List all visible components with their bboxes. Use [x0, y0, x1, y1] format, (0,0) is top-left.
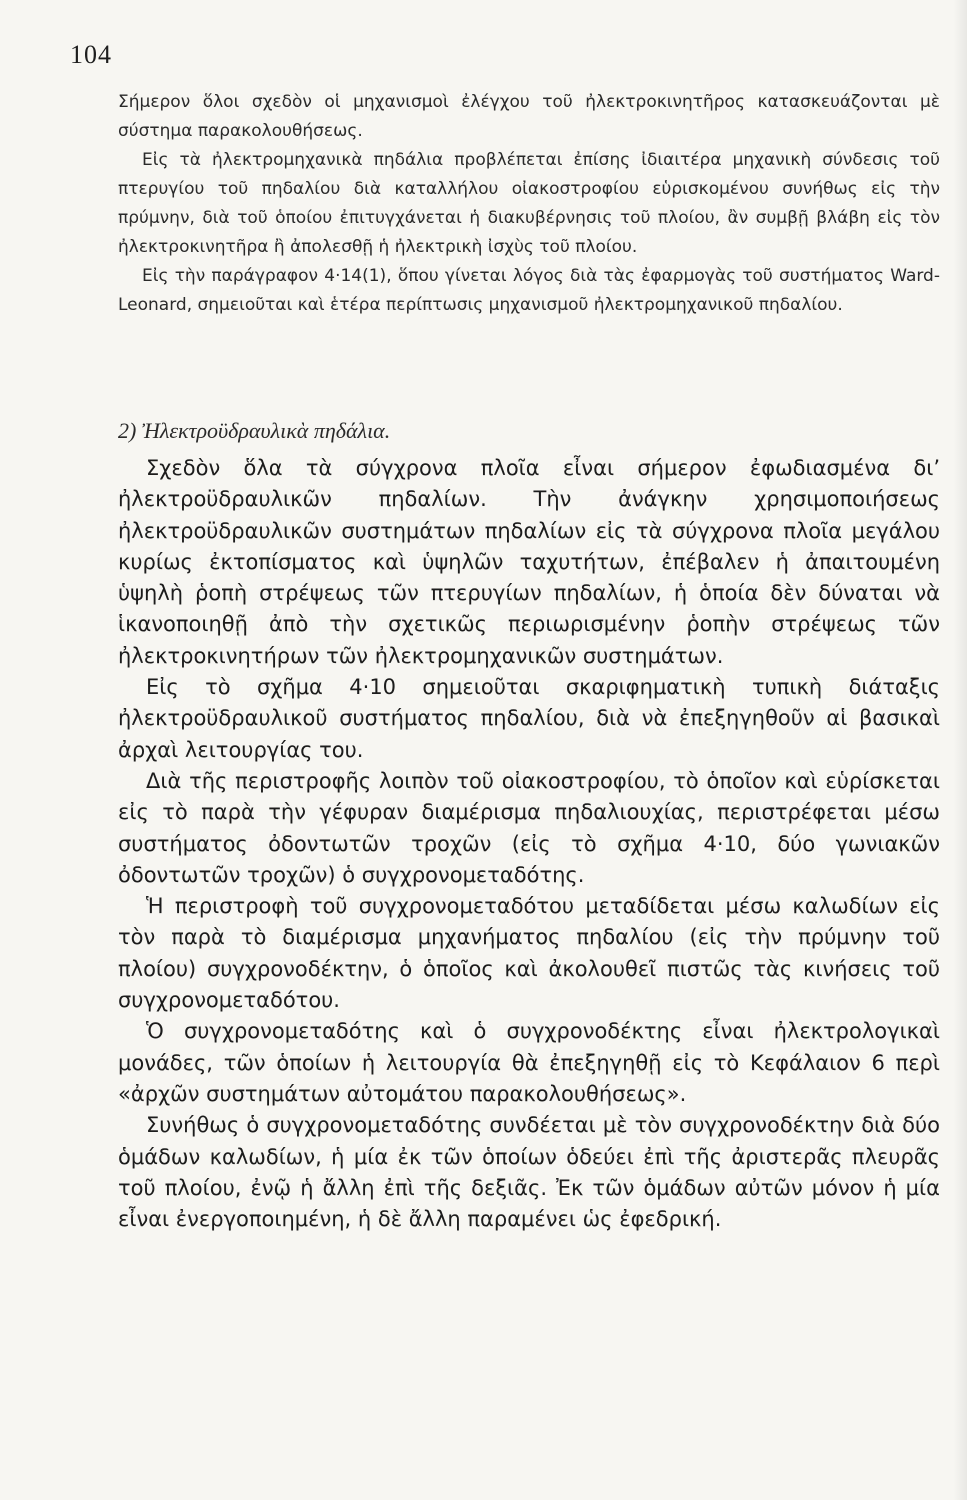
small-paragraph-1: Σήμερον ὅλοι σχεδὸν οἱ μηχανισμοὶ ἐλέγχου τοῦ ἠλεκτροκινητῆρος κατασκευάζονται μὲ σύστημα παρακολουθήσεως. [118, 92, 940, 141]
main-paragraph-3: Διὰ τῆς περιστροφῆς λοιπὸν τοῦ οἰακοστροφίου, τὸ ὁποῖον καὶ εὑρίσκεται εἰς τὸ παρὰ τὴν γέφυραν διαμέρισμα πηδαλιουχίας, περιστρέφεται μέσω συστήματος ὀδοντωτῶν τροχῶν (εἰς τὸ σχῆμα 4·10, δύο γωνιακῶν ὀδοντωτῶν τροχῶν) ὁ συγχρονομεταδότης. [118, 768, 940, 887]
main-paragraph-1: Σχεδὸν ὅλα τὰ σύγχρονα πλοῖα εἶναι σήμερον ἐφωδιασμένα δι’ ἠλεκτροϋδραυλικῶν πηδαλίων. Τὴν ἀνάγκην χρησιμοποιήσεως ἠλεκτροϋδραυλικῶν συστημάτων πηδαλίων εἰς τὰ σύγχρονα πλοῖα μεγάλου κυρίως ἐκτοπίσματος καὶ ὑψηλῶν ταχυτήτων, ἐπέβαλεν ἡ ἀπαιτουμένη ὑψηλὴ ῥοπὴ στρέψεως τῶν πτερυγίων πηδαλίων, ἡ ὁποία δὲν δύναται νὰ ἱκανοποιηθῇ ἀπὸ τὴν σχετικῶς περιωρισμένην ῥοπὴν στρέψεως τῶν ἠλεκτροκινητήρων τῶν ἠλεκτρομηχανικῶν συστημάτων. [118, 456, 940, 668]
small-paragraph-2: Εἰς τὰ ἠλεκτρομηχανικὰ πηδάλια προβλέπεται ἐπίσης ἰδιαιτέρα μηχανικὴ σύνδεσις τοῦ πτερυγίου τοῦ πηδαλίου διὰ καταλλήλου οἰακοστροφίου εὑρισκομένου συνήθως εἰς τὴν πρύμνην, διὰ τοῦ ὁποίου ἐπιτυγχάνεται ἡ διακυβέρνησις τοῦ πλοίου, ἂν συμβῇ βλάβη εἰς τὸν ἠλεκτροκινητῆρα ἢ ἀπολεσθῇ ἡ ἠλεκτρικὴ ἰσχὺς τοῦ πλοίου. [118, 150, 940, 257]
section-heading: 2) Ἠλεκτροϋδραυλικὰ πηδάλια. [118, 418, 391, 443]
page-edge-shadow [953, 0, 967, 1500]
small-paragraph-3: Εἰς τὴν παράγραφον 4·14(1), ὅπου γίνεται λόγος διὰ τὰς ἐφαρμογὰς τοῦ συστήματος Ward-Leonard, σημειοῦται καὶ ἑτέρα περίπτωσις μηχανισμοῦ ἠλεκτρομηχανικοῦ πηδαλίου. [118, 266, 940, 315]
page-number: 104 [70, 40, 112, 69]
small-print-section [118, 88, 940, 320]
main-text-section [118, 453, 940, 1235]
main-paragraph-5: Ὁ συγχρονομεταδότης καὶ ὁ συγχρονοδέκτης εἶναι ἠλεκτρολογικαὶ μονάδες, τῶν ὁποίων ἡ λειτουργία θὰ ἐπεξηγηθῇ εἰς τὸ Κεφάλαιον 6 περὶ «ἀρχῶν συστημάτων αὐτομάτου παρακολουθήσεως». [118, 1019, 940, 1106]
main-paragraph-2: Εἰς τὸ σχῆμα 4·10 σημειοῦται σκαριφηματικὴ τυπικὴ διάταξις ἠλεκτροϋδραυλικοῦ συστήματος πηδαλίου, διὰ νὰ ἐπεξηγηθοῦν αἱ βασικαὶ ἀρχαὶ λειτουργίας του. [118, 675, 940, 762]
main-paragraph-6: Συνήθως ὁ συγχρονομεταδότης συνδέεται μὲ τὸν συγχρονοδέκτην διὰ δύο ὁμάδων καλωδίων, ἡ μία ἐκ τῶν ὁποίων ὁδεύει ἐπὶ τῆς ἀριστερᾶς πλευρᾶς τοῦ πλοίου, ἐνῷ ἡ ἄλλη ἐπὶ τῆς δεξιᾶς. Ἐκ τῶν ὁμάδων αὐτῶν μόνον ἡ μία εἶναι ἐνεργοποιημένη, ἡ δὲ ἄλλη παραμένει ὡς ἐφεδρική. [118, 1113, 940, 1232]
main-paragraph-4: Ἡ περιστροφὴ τοῦ συγχρονομεταδότου μεταδίδεται μέσω καλωδίων εἰς τὸν παρὰ τὸ διαμέρισμα μηχανήματος πηδαλίου (εἰς τὴν πρύμνην τοῦ πλοίου) συγχρονοδέκτην, ὁ ὁποῖος καὶ ἀκολουθεῖ πιστῶς τὰς κινήσεις τοῦ συγχρονομεταδότου. [118, 894, 940, 1013]
